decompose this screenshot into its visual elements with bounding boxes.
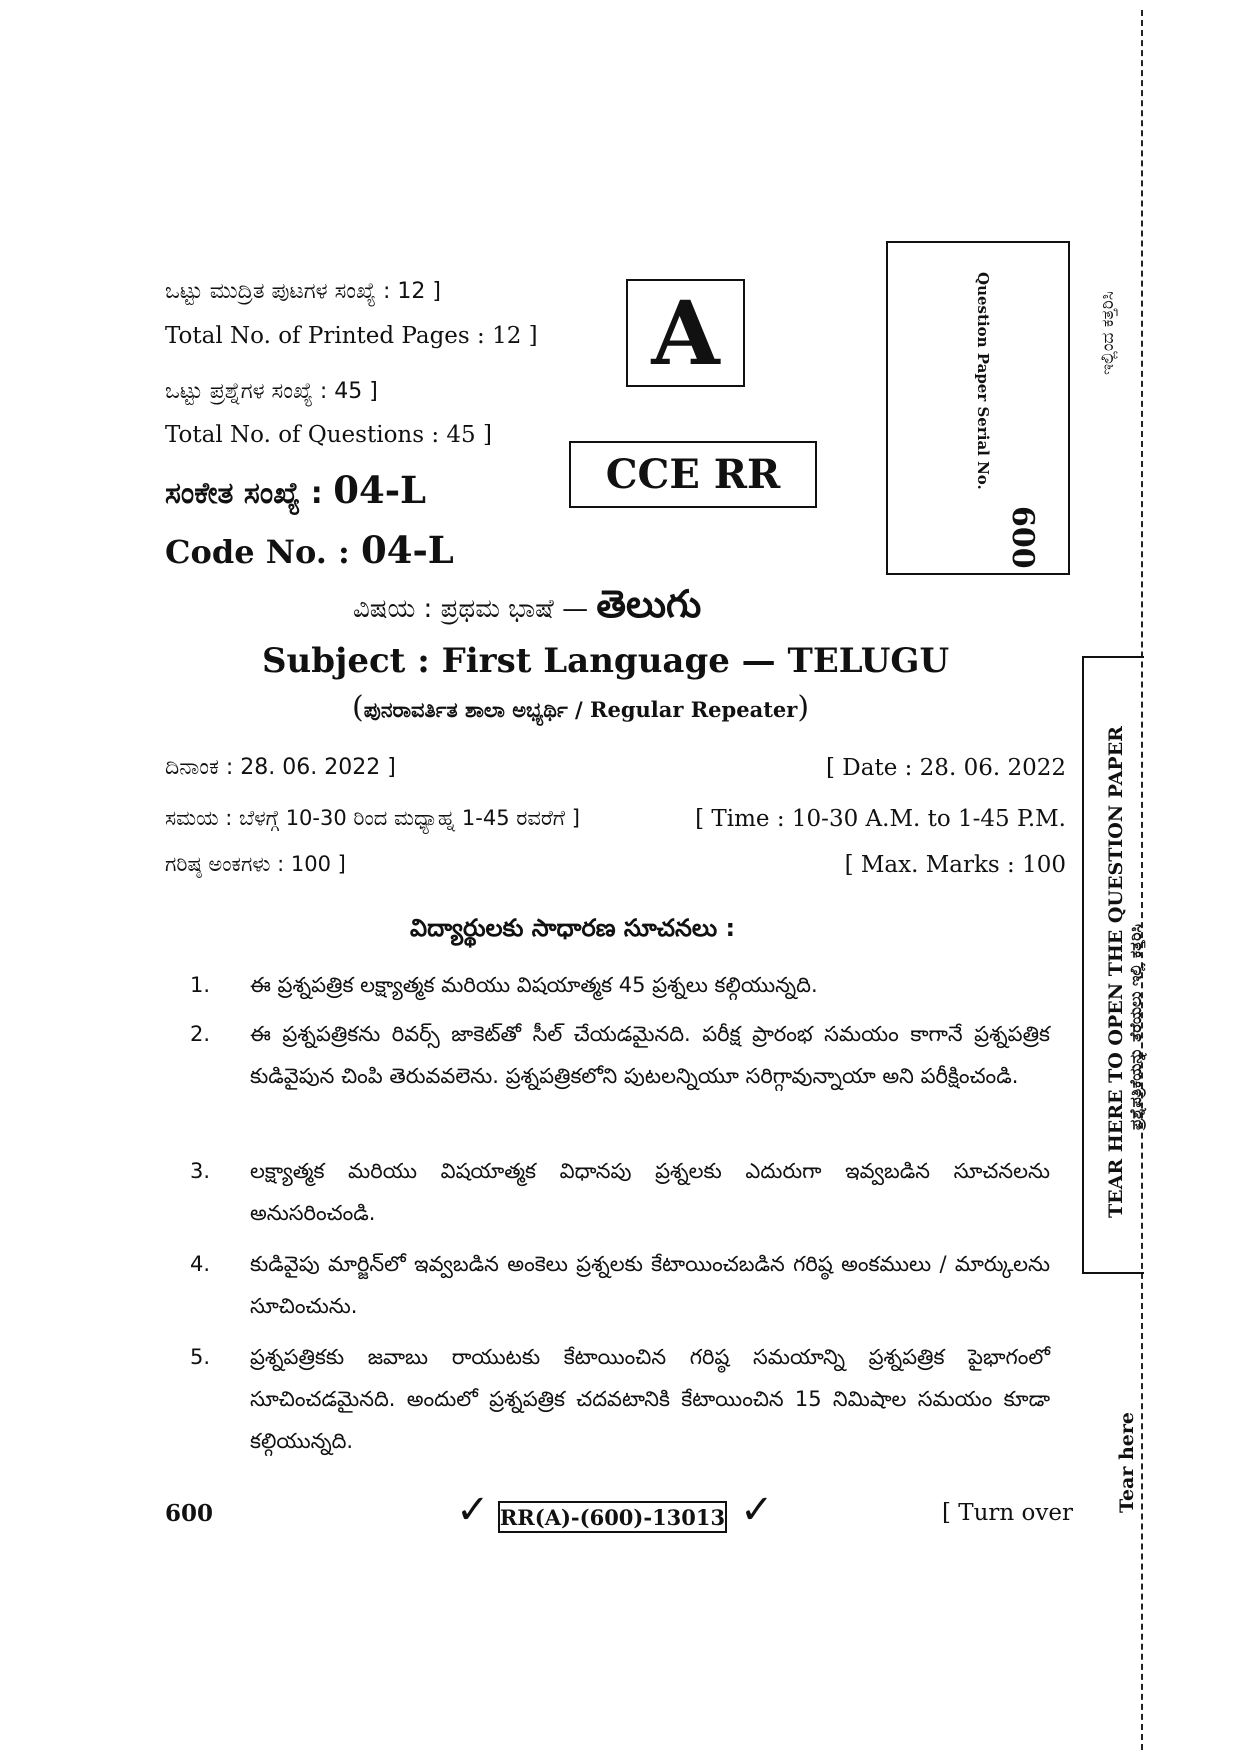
max-marks-kn: ಗರಿಷ್ಠ ಅಂಕಗಳು : 100 ]: [165, 852, 346, 876]
instruction-number: 1.: [190, 973, 211, 997]
date-en: [ Date : 28. 06. 2022: [826, 755, 1066, 781]
subject-line-en: Subject : First Language — TELUGU: [262, 641, 950, 681]
serial-number-label: Question Paper Serial No.: [974, 272, 992, 490]
time-kn: ಸಮಯ : ಬೆಳಗ್ಗೆ 10-30 ರಿಂದ ಮಧ್ಯಾಹ್ನ 1-45 ರವರೆಗೆ ]: [165, 806, 580, 830]
instruction-number: 5.: [190, 1345, 211, 1369]
instructions-title: విద్యార్థులకు సాధారణ సూచనలు :: [410, 914, 736, 942]
check-mark-icon: ✓: [740, 1487, 774, 1533]
code-number-en: [165, 528, 454, 572]
turn-over-note: [ Turn over: [941, 1500, 1073, 1526]
instruction-number: 2.: [190, 1022, 211, 1046]
subject-label-kn: ವಿಷಯ : ಪ್ರಥಮ ಭಾಷೆ —: [353, 594, 589, 624]
candidate-type: (ಪುನರಾವರ್ತಿತ ಶಾಲಾ ಅಭ್ಯರ್ಥಿ / Regular Repeater): [352, 690, 810, 725]
subject-language-te: తెలుగు: [596, 582, 702, 626]
candidate-type-label: ಪುನರಾವರ್ತಿತ ಶಾಲಾ ಅಭ್ಯರ್ಥಿ / Regular Repeater: [363, 697, 798, 722]
instruction-text: ఈ ప్రశ్నపత్రికను రివర్స్ జాకెట్‌తో సీల్ చేయడమైనది. పరీక్ష ప్రారంభ సమయం కాగానే ప్రశ్నపత్రిక కుడివైపున చింపి తెరువవలెను. ప్రశ్నపత్రికలోని పుటలన్నియూ సరిగ్గావున్నాయా అని పరీక్షించండి.: [250, 1022, 1050, 1088]
instruction-text: కుడివైపు మార్జిన్‌లో ఇవ్వబడిన అంకెలు ప్రశ్నలకు కేటాయించబడిన గరిష్ఠ అంకములు / మార్కులను సూచించును.: [250, 1252, 1050, 1318]
tear-here-label: Tear here: [1116, 1412, 1138, 1513]
tear-instruction-kn: ಪ್ರಶ್ನೆಪತ್ರಿಕೆಯನ್ನು ತೆರೆಯಲು ಇಲ್ಲಿ ಕತ್ತರಿಸಿ: [1126, 923, 1145, 1130]
instruction-text: ఈ ప్రశ్నపత్రిక లక్ష్యాత్మక మరియు విషయాత్మక 45 ప్రశ్నలు కల్గియున్నది.: [250, 973, 818, 997]
scheme-box: CCE RR: [569, 441, 817, 508]
date-kn: ದಿನಾಂಕ : 28. 06. 2022 ]: [165, 755, 396, 780]
code-value-kn: 04-L: [333, 468, 427, 512]
code-label-en: Code No. :: [165, 533, 350, 571]
code-value-en: 04-L: [360, 528, 454, 572]
instruction-text: ప్రశ్నపత్రికకు జవాబు రాయుటకు కేటాయించిన గరిష్ఠ సమయాన్ని ప్రశ్నపత్రిక పైభాగంలో సూచించడమైనది. అందులో ప్రశ్నపత్రిక చదవటానికి కేటాయించిన 15 నిమిషాల సమయం కూడా కల్గియున్నది.: [250, 1345, 1050, 1453]
time-en: [ Time : 10-30 A.M. to 1-45 P.M.: [695, 806, 1066, 832]
cut-here-kn: ಇಲ್ಲಿಂದ ಕತ್ತರಿಸಿ: [1098, 291, 1118, 375]
tear-instruction-en: TEAR HERE TO OPEN THE QUESTION PAPER: [1105, 726, 1127, 1218]
instruction-number: 4.: [190, 1252, 211, 1276]
paper-version-box: A: [626, 279, 745, 387]
serial-number-value: 600: [1005, 506, 1040, 569]
printed-pages-kn: ಒಟ್ಟು ಮುದ್ರಿತ ಪುಟಗಳ ಸಂಖ್ಯೆ : 12 ]: [165, 279, 441, 304]
paper-code-box: RR(A)-(600)-13013: [498, 1501, 727, 1533]
code-label-kn: ಸಂಕೇತ ಸಂಖ್ಯೆ :: [165, 476, 323, 511]
question-count-en: Total No. of Questions : 45 ]: [165, 422, 492, 448]
instruction-number: 3.: [190, 1159, 211, 1183]
code-number-kn: [165, 468, 426, 512]
check-mark-icon: ✓: [456, 1487, 490, 1533]
subject-line-kn: [353, 582, 701, 636]
instruction-text: లక్ష్యాత్మక మరియు విషయాత్మక విధానపు ప్రశ్నలకు ఎదురుగా ఇవ్వబడిన సూచనలను అనుసరించండి.: [250, 1159, 1050, 1225]
printed-pages-en: Total No. of Printed Pages : 12 ]: [165, 323, 538, 349]
footer-serial: 600: [165, 1500, 214, 1527]
max-marks-en: [ Max. Marks : 100: [844, 852, 1066, 878]
question-count-kn: ಒಟ್ಟು ಪ್ರಶ್ನೆಗಳ ಸಂಖ್ಯೆ : 45 ]: [165, 379, 378, 404]
